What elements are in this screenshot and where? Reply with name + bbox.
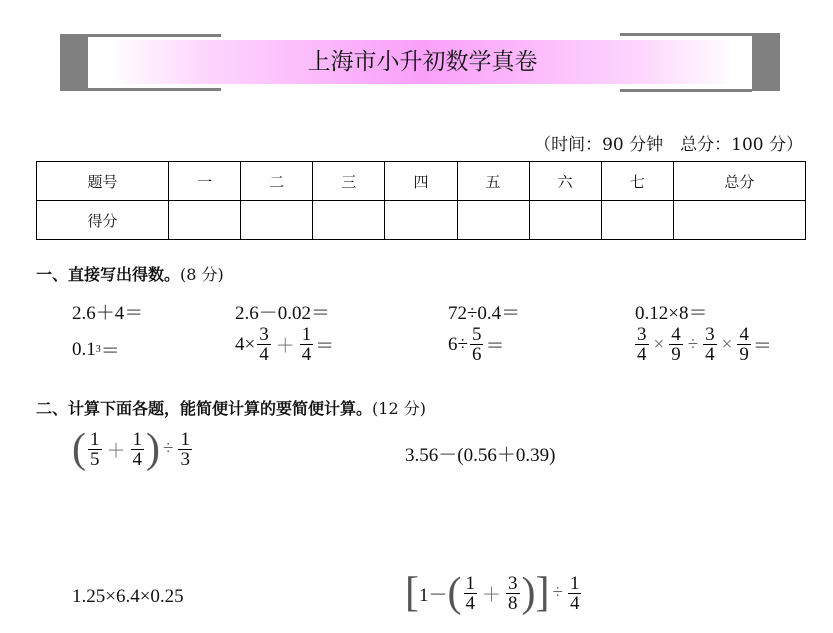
score-cell[interactable]	[673, 201, 805, 240]
score-cell[interactable]	[529, 201, 601, 240]
operator: ×	[653, 333, 665, 355]
term: 6÷	[448, 333, 468, 355]
problem: 2.6－0.02＝	[235, 303, 331, 324]
score-cell[interactable]	[313, 201, 385, 240]
header-cell: 六	[529, 162, 601, 201]
base: 0.1	[72, 338, 96, 360]
section-title-text: 一、直接写出得数。	[36, 265, 181, 284]
score-cell[interactable]	[457, 201, 529, 240]
fraction: $\frac{3}{4}$	[637, 324, 647, 365]
operator: ＋	[482, 584, 502, 606]
operator: ×	[721, 333, 733, 355]
header-cell: 五	[457, 162, 529, 201]
equals: ＝	[100, 341, 120, 362]
operator: ＋	[106, 440, 126, 462]
banner-line	[88, 34, 221, 37]
fraction: $\frac{1}{3}$	[180, 428, 190, 470]
problem: 2.6＋4＝	[72, 303, 144, 324]
fraction: 1 4	[465, 572, 476, 614]
score-cell[interactable]	[169, 201, 241, 240]
fraction: 1 5	[90, 428, 100, 470]
header-cell: 七	[601, 162, 673, 201]
exponent: 3	[95, 344, 101, 355]
header-cell: 一	[169, 162, 241, 201]
fraction: $\frac{4}{9}$	[739, 324, 749, 365]
right-paren: )	[521, 570, 536, 616]
banner-line	[620, 33, 752, 36]
header-cell: 三	[313, 162, 385, 201]
banner-left-block	[60, 34, 88, 91]
fraction: 1 4	[301, 324, 312, 365]
banner-line	[88, 88, 221, 91]
equals: ＝	[485, 336, 505, 357]
problem	[72, 336, 120, 363]
exam-meta: （时间：90 分钟 总分：100 分）	[534, 135, 803, 155]
left-paren: (	[72, 426, 86, 472]
right-bracket: ]	[535, 570, 550, 616]
right-paren: )	[146, 426, 161, 472]
equals: ＝	[752, 336, 772, 357]
score-cell[interactable]	[241, 201, 313, 240]
problem	[405, 572, 583, 614]
term: 4×	[235, 333, 256, 355]
fraction: $\frac{3}{4}$	[259, 324, 269, 365]
left-bracket: [	[405, 570, 419, 616]
fraction: $\frac{1}{4}$	[569, 572, 580, 614]
problem	[633, 325, 772, 364]
problem	[235, 325, 334, 364]
header-cell: 总分	[673, 162, 805, 201]
fraction: 1 4	[132, 428, 143, 470]
score-cell[interactable]	[601, 201, 673, 240]
problem	[448, 325, 504, 364]
problem	[72, 428, 194, 470]
score-cell[interactable]	[385, 201, 457, 240]
section-1-title	[36, 262, 224, 285]
problem: 1.25×6.4×0.25	[72, 586, 184, 607]
banner-right-block	[752, 33, 780, 91]
header-cell: 二	[241, 162, 313, 201]
problem: 0.12×8＝	[635, 303, 708, 324]
fraction: $\frac{3}{4}$	[705, 324, 715, 365]
banner-line	[620, 89, 752, 92]
operator: ÷	[552, 582, 563, 603]
section-title-text: 二、计算下面各题，能简便计算的要简便计算。	[36, 399, 373, 418]
term: 1－	[419, 584, 448, 606]
operator: ＋	[275, 336, 295, 357]
header-cell: 四	[385, 162, 457, 201]
operator: ÷	[687, 333, 699, 355]
section-2-title	[36, 396, 426, 419]
equals: ＝	[315, 336, 335, 357]
left-paren: (	[447, 570, 462, 616]
section-points: (12 分)	[372, 399, 426, 418]
page-title: 上海市小升初数学真卷	[307, 49, 538, 75]
problem: 3.56－(0.56＋0.39)	[405, 445, 556, 466]
section-points: (8 分)	[180, 265, 224, 284]
score-table	[36, 161, 806, 240]
header-cell: 题号	[37, 162, 169, 201]
fraction: $\frac{4}{9}$	[671, 324, 681, 365]
fraction: 3 8	[508, 572, 518, 614]
operator: ÷	[163, 438, 174, 459]
fraction: $\frac{5}{6}$	[471, 324, 482, 365]
row-label: 得分	[37, 201, 169, 240]
problem: 72÷0.4＝	[448, 303, 521, 324]
